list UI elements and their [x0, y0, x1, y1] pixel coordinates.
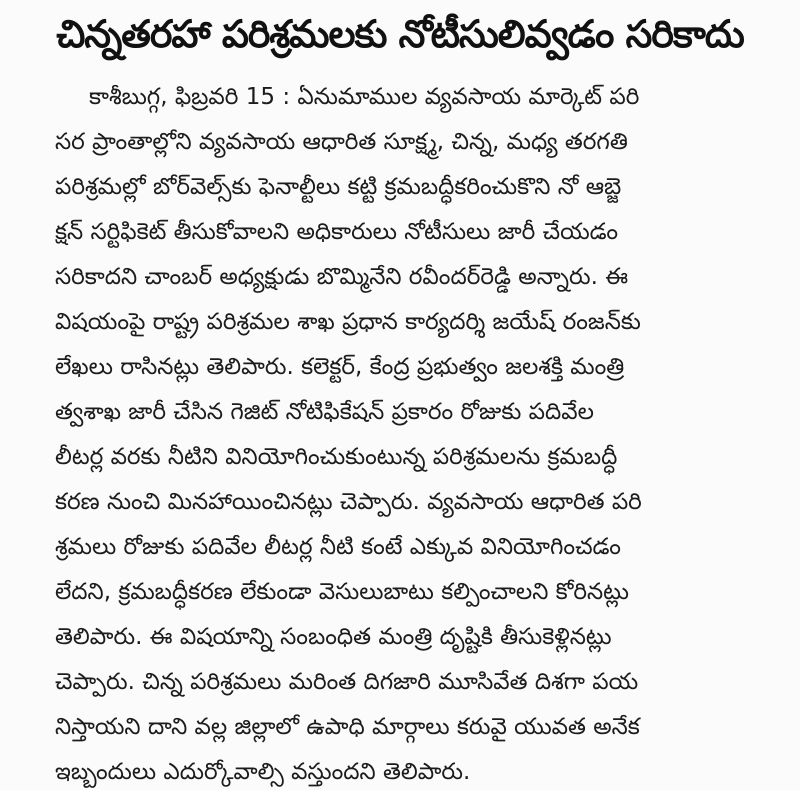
article-line: సర ప్రాంతాల్లోని వ్యవసాయ ఆధారిత సూక్ష్మ, చిన్న, మధ్య తరగతి	[55, 129, 628, 155]
article-line: సరికాదని చాంబర్ అధ్యక్షుడు బొమ్మినేని రవీందర్‌రెడ్డి అన్నారు. ఈ	[55, 264, 629, 290]
article-line: లీటర్ల వరకు నీటిని వినియోగించుకుంటున్న పరిశ్రమలను క్రమబద్ధీ	[55, 444, 618, 470]
article-line: చెప్పారు. చిన్న పరిశ్రమలు మరింత దిగజారి మూసివేత దిశగా పయ	[55, 669, 639, 695]
article-line: ఇబ్బందులు ఎదుర్కోవాల్సి వస్తుందని తెలిపారు.	[55, 759, 471, 785]
article-line: తెలిపారు. ఈ విషయాన్ని సంబంధిత మంత్రి దృష్టికి తీసుకెళ్లినట్లు	[55, 624, 612, 650]
article-line: పరిశ్రమల్లో బోర్‌వెల్స్‌కు ఫెనాల్టీలు కట్టి క్రమబద్ధీకరించుకొని నో ఆబ్జె	[55, 174, 622, 200]
article-headline: చిన్నతరహా పరిశ్రమలకు నోటీసులివ్వడం సరికాదు	[56, 12, 744, 56]
article-body	[55, 75, 760, 795]
article-line: కరణ నుంచి మినహాయించినట్లు చెప్పారు. వ్యవసాయ ఆధారిత పరి	[55, 489, 642, 515]
article-line: లేదని, క్రమబద్ధీకరణ లేకుండా వెసులుబాటు కల్పించాలని కోరినట్లు	[55, 579, 629, 605]
article-line: కాశీబుగ్గ, ఫిబ్రవరి 15 : ఏనుమాముల వ్యవసాయ మార్కెట్ పరి	[89, 84, 640, 110]
article-line: లేఖలు రాసినట్లు తెలిపారు. కలెక్టర్, కేంద్ర ప్రభుత్వం జలశక్తి మంత్రి	[55, 354, 625, 380]
article-line: విషయంపై రాష్ట్ర పరిశ్రమల శాఖ ప్రధాన కార్యదర్శి జయేష్ రంజన్‌కు	[55, 309, 641, 335]
article-line: త్వశాఖ జారీ చేసిన గెజిట్ నోటిఫికేషన్ ప్రకారం రోజుకు పదివేల	[55, 399, 594, 425]
article-line: శ్రమలు రోజుకు పదివేల లీటర్ల నీటి కంటే ఎక్కువ వినియోగించడం	[55, 534, 621, 560]
article-line: నిస్తాయని దాని వల్ల జిల్లాలో ఉపాధి మార్గాలు కరువై యువత అనేక	[55, 714, 640, 740]
article-line: క్షన్ సర్టిఫికెట్ తీసుకోవాలని అధికారులు నోటీసులు జారీ చేయడం	[55, 219, 619, 245]
